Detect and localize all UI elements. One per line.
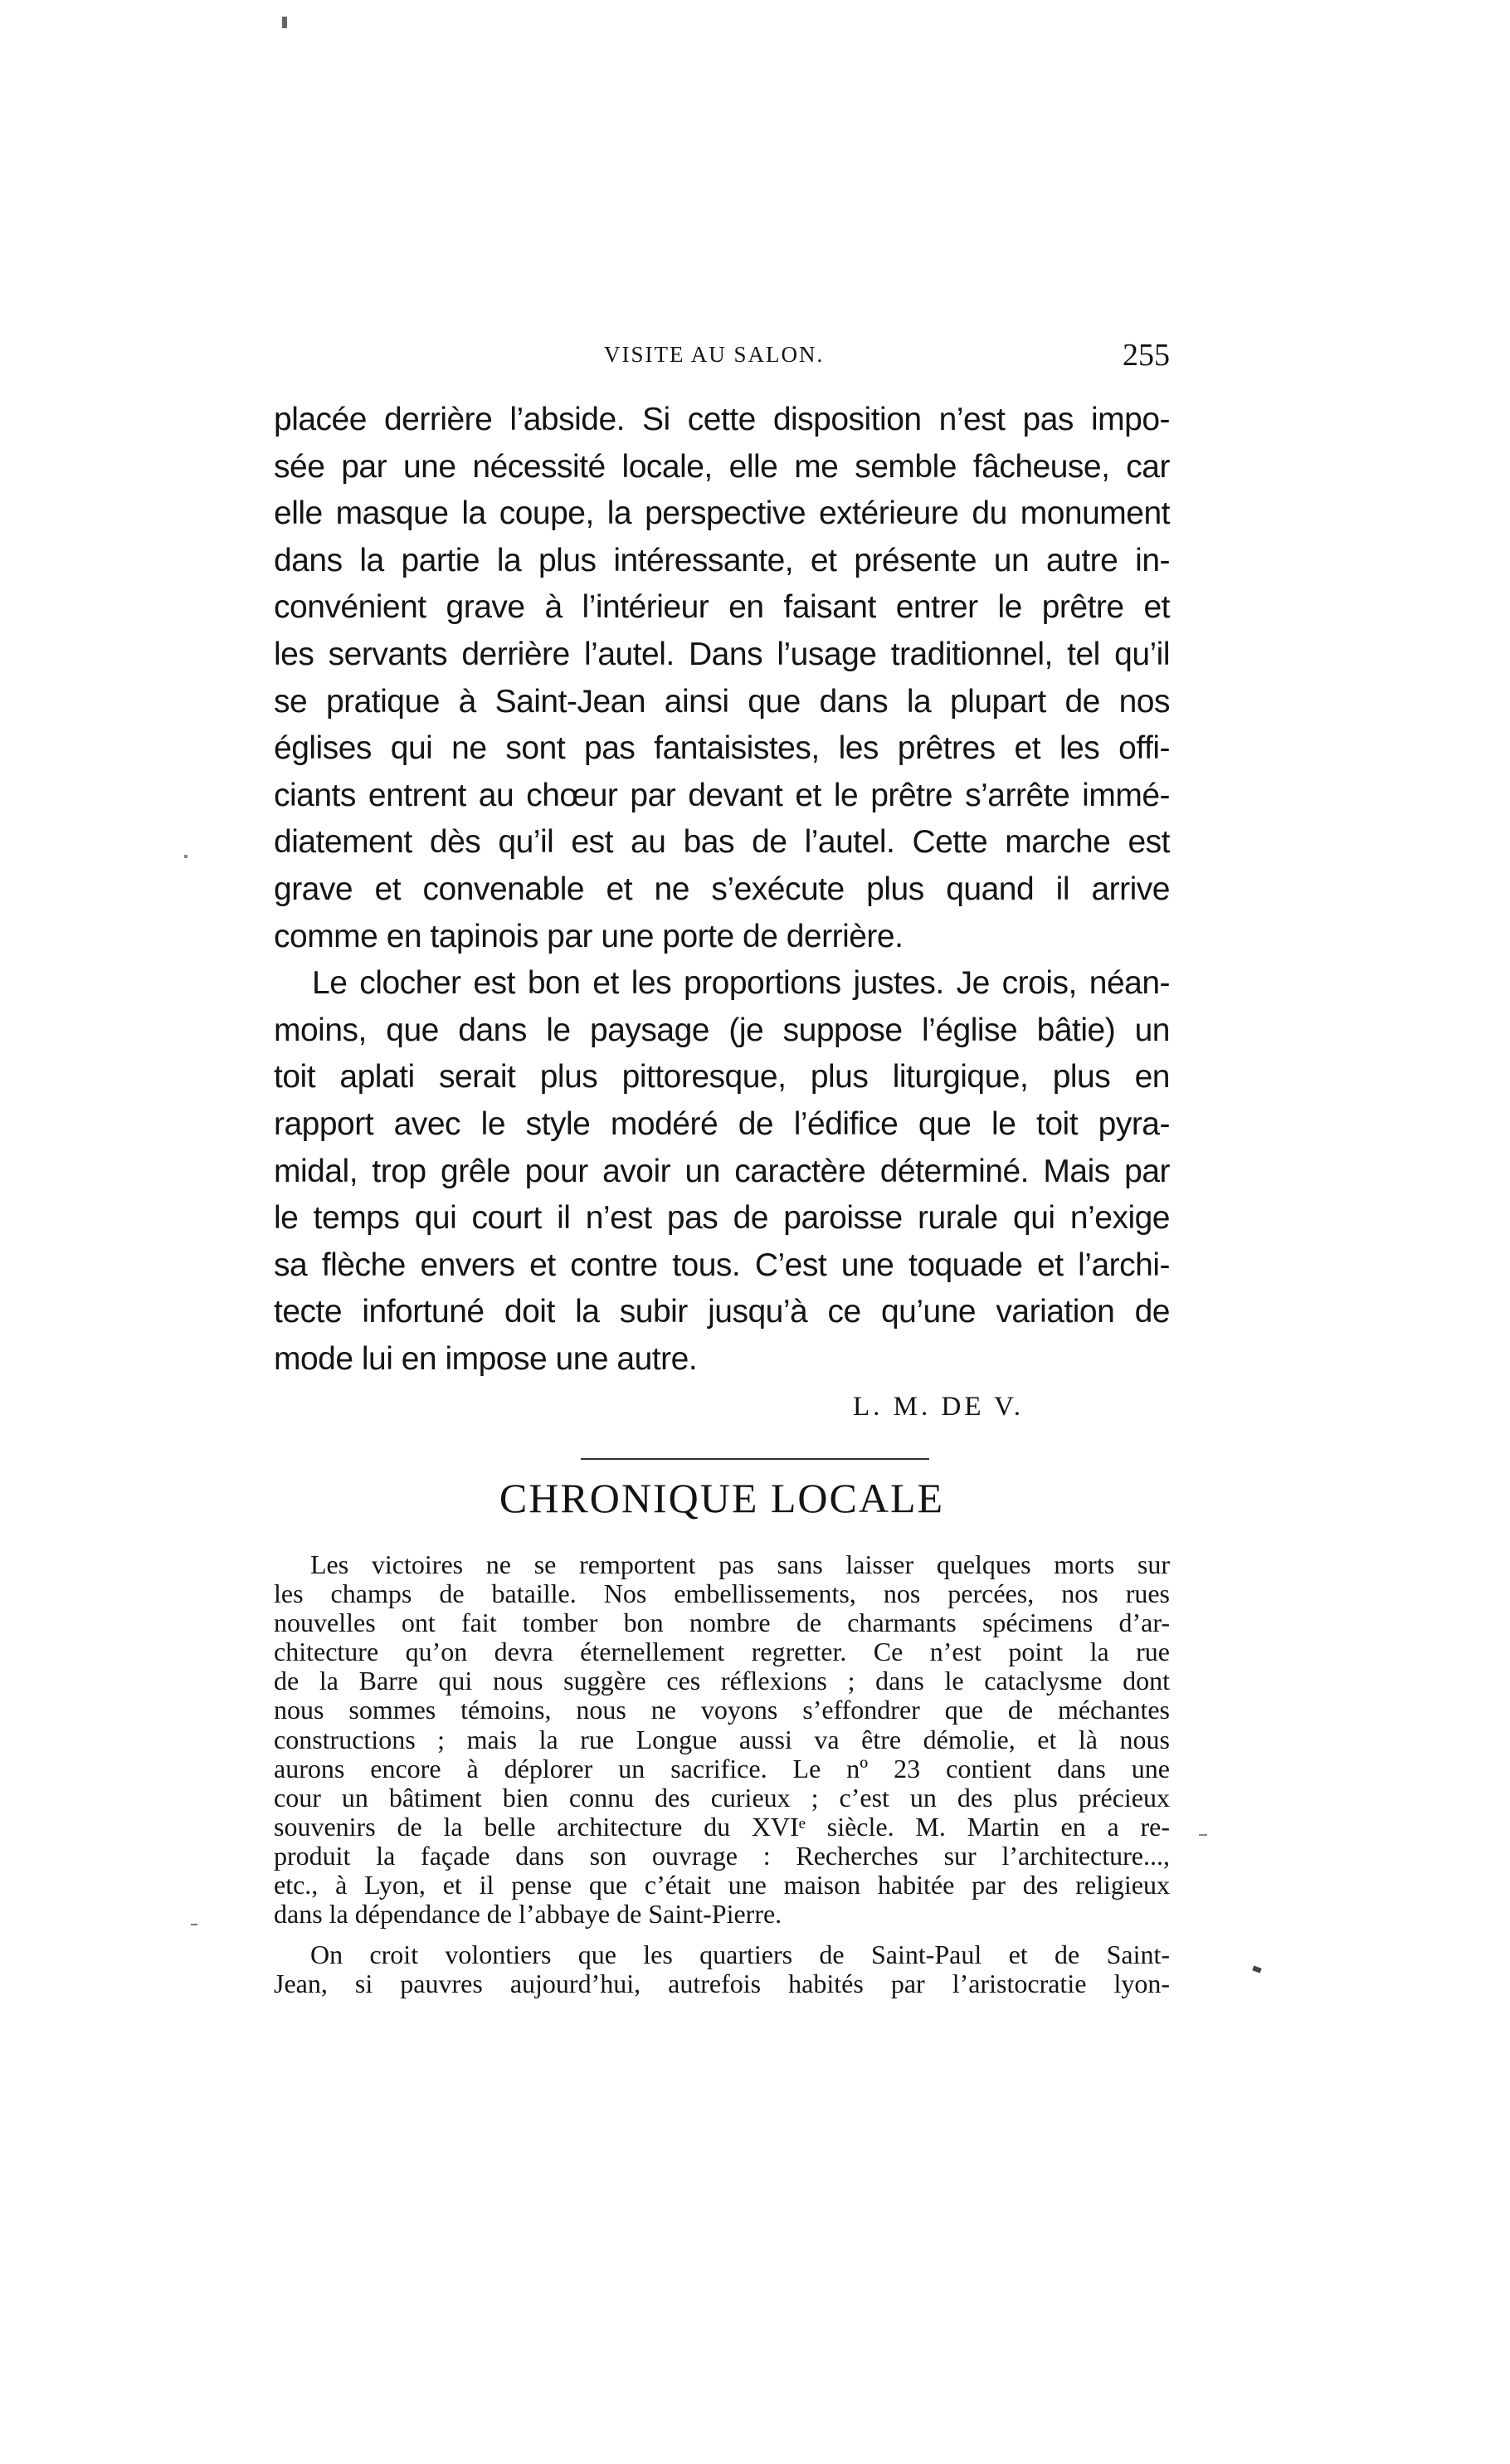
- body-line: comme en tapinois par une porte de derrière.: [274, 918, 904, 954]
- chronicle-line: constructions ; mais la rue Longue aussi va être démolie, et là nous: [274, 1724, 1170, 1754]
- chronicle-line: de la Barre qui nous suggère ces réflexions ; dans le cataclysme dont: [274, 1666, 1170, 1696]
- chronicle-line: dans la dépendance de l’abbaye de Saint-Pierre.: [274, 1899, 782, 1930]
- body-line: dans la partie la plus intéressante, et présente un autre in-: [274, 542, 1170, 578]
- chronicle-line: nouvelles ont fait tomber bon nombre de charmants spécimens d’ar-: [274, 1608, 1170, 1638]
- chronicle-line: souvenirs de la belle architecture du XVIᵉ siècle. M. Martin en a re-: [274, 1811, 1170, 1842]
- body-line: le temps qui court il n’est pas de paroisse rurale qui n’exige: [274, 1200, 1170, 1237]
- scan-speck: [184, 855, 188, 858]
- scan-speck: [282, 17, 287, 28]
- body-line: les servants derrière l’autel. Dans l’usage traditionnel, tel qu’il: [274, 636, 1170, 672]
- chronicle-line: On croit volontiers que les quartiers de Saint-Paul et de Saint-: [310, 1939, 1170, 1970]
- chronicle-line: Les victoires ne se remportent pas sans laisser quelques morts sur: [310, 1549, 1170, 1579]
- body-line: mode lui en impose une autre.: [274, 1340, 698, 1377]
- body-line: moins, que dans le paysage (je suppose l’église bâtie) un: [274, 1012, 1170, 1048]
- body-line: midal, trop grêle pour avoir un caractère déterminé. Mais par: [274, 1153, 1170, 1189]
- body-line: elle masque la coupe, la perspective extérieure du monument: [274, 495, 1170, 532]
- section-divider: [581, 1458, 929, 1460]
- scan-speck: [1199, 1834, 1207, 1836]
- body-line: grave et convenable et ne s’exécute plus quand il arrive: [274, 871, 1170, 907]
- body-line: placée derrière l’abside. Si cette disposition n’est pas impo-: [274, 402, 1170, 437]
- chronicle-line: aurons encore à déplorer un sacrifice. Le nº 23 contient dans une: [274, 1753, 1170, 1783]
- body-line: diatement dès qu’il est au bas de l’autel. Cette marche est: [274, 824, 1170, 861]
- body-line: sée par une nécessité locale, elle me semble fâcheuse, car: [274, 448, 1170, 485]
- body-line: se pratique à Saint-Jean ainsi que dans la plupart de nos: [274, 683, 1170, 720]
- paragraph-gap: [274, 1929, 1170, 1940]
- article-body: [274, 397, 1170, 1383]
- chronicle-line: les champs de bataille. Nos embellissements, nos percées, nos rues: [274, 1578, 1170, 1609]
- chronicle-body: [274, 1550, 1170, 1998]
- body-line: Le clocher est bon et les proportions justes. Je crois, néan-: [312, 965, 1170, 1002]
- chronicle-line: chitecture qu’on devra éternellement regretter. Ce n’est point la rue: [274, 1637, 1170, 1667]
- scan-speck: [191, 1924, 197, 1925]
- body-line: sa flèche envers et contre tous. C’est une toquade et l’archi-: [274, 1247, 1170, 1283]
- body-line: convénient grave à l’intérieur en faisant entrer le prêtre et: [274, 589, 1170, 626]
- running-title: VISITE AU SALON.: [604, 342, 825, 367]
- body-line: ciants entrent au chœur par devant et le prêtre s’arrête immé-: [274, 777, 1170, 813]
- chronicle-line: nous sommes témoins, nous ne voyons s’effondrer que de méchantes: [274, 1695, 1170, 1725]
- chronicle-line: Jean, si pauvres aujourd’hui, autrefois habités par l’aristocratie lyon-: [274, 1969, 1170, 1999]
- body-line: églises qui ne sont pas fantaisistes, les prêtres et les offi-: [274, 730, 1170, 767]
- body-line: rapport avec le style modéré de l’édifice que le toit pyra-: [274, 1105, 1170, 1142]
- author-signature: L. M. DE V.: [853, 1392, 1024, 1422]
- page-number: 255: [1123, 338, 1170, 373]
- chronicle-line: etc., à Lyon, et il pense que c’était une maison habitée par des religieux: [274, 1870, 1170, 1900]
- scan-speck: [1252, 1965, 1261, 1973]
- chronicle-line: produit la façade dans son ouvrage : Recherches sur l’architecture...,: [274, 1840, 1170, 1871]
- chronicle-line: cour un bâtiment bien connu des curieux ; c’est un des plus précieux: [274, 1782, 1170, 1813]
- section-heading: CHRONIQUE LOCALE: [499, 1475, 945, 1521]
- body-line: toit aplati serait plus pittoresque, plus liturgique, plus en: [274, 1059, 1170, 1095]
- running-head: [274, 338, 1170, 375]
- body-line: tecte infortuné doit la subir jusqu’à ce qu’une variation de: [274, 1294, 1170, 1330]
